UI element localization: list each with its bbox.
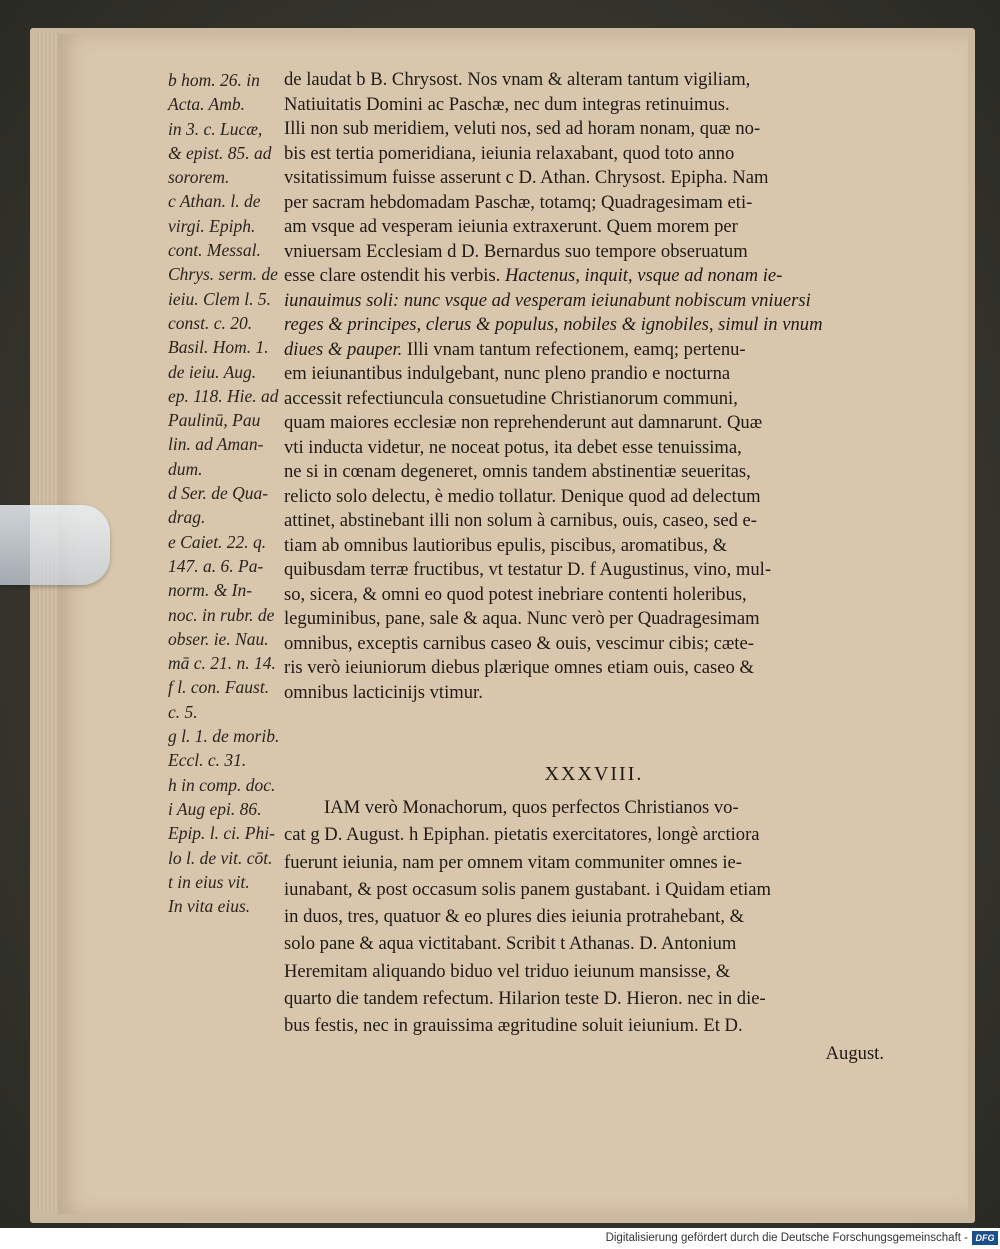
margin-note-line: 147. a. 6. Pa-: [168, 555, 264, 576]
margin-note-line: noc. in rubr. de: [168, 604, 275, 625]
margin-note-line: Chrys. serm. de: [168, 264, 278, 285]
margin-note-line: in 3. c. Lucæ,: [168, 118, 263, 139]
text-line: quam maiores ecclesiæ non reprehenderunt aut damnarunt. Quæ: [284, 412, 763, 433]
margin-notes: [168, 68, 293, 918]
footer-credit: Digitalisierung gefördert durch die Deutsche Forschungsgemeinschaft -: [605, 1232, 968, 1244]
margin-note-line: Basil. Hom. 1.: [168, 337, 269, 358]
text-line: per sacram hebdomadam Paschæ, totamq; Quadragesimam eti-: [284, 191, 753, 213]
text-line: [284, 338, 914, 363]
text-line: bis est tertia pomeridiana, ieiunia relaxabant, quod toto anno: [284, 142, 735, 164]
text-line: tiam ab omnibus lautioribus epulis, piscibus, aromatibus, &: [284, 534, 728, 556]
margin-note-line: f l. con. Faust.: [168, 677, 270, 698]
margin-note-line: cont. Messal.: [168, 240, 261, 261]
margin-note-line: sororem.: [168, 167, 230, 188]
text-line: vti inducta videtur, ne noceat potus, ita debet esse tenuissima,: [284, 436, 742, 458]
text-line: in duos, tres, quatuor & eo plures dies ieiunia protrahebant, &: [284, 906, 745, 928]
margin-note-line: drag.: [168, 507, 206, 528]
dfg-logo: DFG: [972, 1231, 998, 1245]
main-text: [284, 68, 914, 705]
margin-note-line: de ieiu. Aug.: [168, 361, 257, 382]
margin-note-line: ieiu. Clem l. 5.: [168, 288, 272, 309]
text-line: Illi non sub meridiem, veluti nos, sed ad horam nonam, quæ no-: [284, 118, 761, 139]
bookmark-tab: [0, 505, 110, 585]
quote-span: diues & pauper.: [284, 338, 403, 360]
text-line: Heremitam aliquando biduo vel triduo ieiunum mansisse, &: [284, 960, 731, 982]
margin-note-line: t in eius vit.: [168, 871, 250, 892]
margin-note-line: In vita eius.: [168, 896, 251, 917]
margin-note-line: dum.: [168, 458, 203, 479]
margin-note-line: h in comp. doc.: [168, 774, 276, 795]
margin-note-line: lo l. de vit. cōt.: [168, 847, 273, 868]
margin-note-line: Paulinū, Pau: [168, 410, 261, 431]
margin-note-line: Acta. Amb.: [168, 94, 245, 115]
margin-note-line: obser. ie. Nau.: [168, 628, 269, 649]
text-line: de laudat b B. Chrysost. Nos vnam & alteram tantum vigiliam,: [284, 69, 751, 90]
quote-span: Hactenus, inquit, vsque ad nonam ie-: [500, 265, 783, 286]
margin-note-line: & epist. 85. ad: [168, 142, 272, 163]
margin-note-line: Eccl. c. 31.: [168, 750, 247, 771]
text-line: quarto die tandem refectum. Hilarion teste D. Hieron. nec in die-: [284, 988, 766, 1010]
text-line: relicto solo delectu, è medio tollatur. Denique quod ad delectum: [284, 485, 761, 507]
margin-note-line: norm. & In-: [168, 580, 253, 601]
margin-note-line: const. c. 20.: [168, 312, 253, 333]
text-line: IAM verò Monachorum, quos perfectos Christianos vo-: [324, 797, 739, 818]
margin-note-line: mā c. 21. n. 14.: [168, 653, 276, 674]
text-line: iunabant, & post occasum solis panem gustabant. i Quidam etiam: [284, 878, 771, 900]
margin-note-line: d Ser. de Qua-: [168, 483, 269, 504]
page-edges: [36, 32, 58, 1210]
text-span: esse clare ostendit his verbis.: [284, 265, 501, 286]
margin-note-line: c Athan. l. de: [168, 191, 261, 212]
quote-line: reges & principes, clerus & populus, nobiles & ignobiles, simul in vnum: [284, 314, 823, 335]
margin-note-line: i Aug epi. 86.: [168, 798, 262, 819]
text-line: leguminibus, pane, sale & aqua. Nunc verò per Quadragesimam: [284, 608, 760, 629]
margin-note-line: ep. 118. Hie. ad: [168, 385, 279, 406]
margin-note-line: e Caiet. 22. q.: [168, 531, 267, 552]
section-heading: XXXVIII.: [544, 763, 644, 785]
text-line: vniuersam Ecclesiam d D. Bernardus suo tempore obseruatum: [284, 240, 748, 262]
margin-note-line: b hom. 26. in: [168, 70, 260, 90]
margin-note-line: c. 5.: [168, 701, 198, 722]
catchword: August.: [825, 1042, 884, 1064]
text-line: em ieiunantibus indulgebant, nunc pleno prandio e nocturna: [284, 363, 731, 384]
text-line: accessit refectiuncula consuetudine Christianorum communi,: [284, 387, 738, 409]
text-line: omnibus lacticinijs vtimur.: [284, 681, 483, 703]
margin-note-line: Epip. l. ci. Phi-: [168, 823, 275, 844]
text-line: bus festis, nec in grauissima ægritudine soluit ieiunium. Et D.: [284, 1015, 743, 1037]
text-line: solo pane & aqua victitabant. Scribit t Athanas. D. Antonium: [284, 933, 737, 955]
section-text: [284, 794, 914, 1067]
text-line: am vsque ad vesperam ieiunia extraxerunt. Quem morem per: [284, 216, 738, 237]
margin-note-line: g l. 1. de morib.: [168, 726, 280, 747]
text-line: ne si in cœnam degeneret, omnis tandem abstinentiæ seueritas,: [284, 461, 751, 482]
text-line: [284, 264, 914, 289]
text-line: cat g D. August. h Epiphan. pietatis exercitatores, longè arctiora: [284, 824, 760, 846]
text-line: omnibus, exceptis carnibus caseo & ouis, vescimur cibis; cæte-: [284, 632, 754, 654]
text-line: so, sicera, & omni eo quod potest inebriare contenti holeribus,: [284, 583, 747, 605]
text-line: quibusdam terræ fructibus, vt testatur D. f Augustinus, vino, mul-: [284, 559, 772, 580]
text-line: Natiuitatis Domini ac Paschæ, nec dum integras retinuimus.: [284, 93, 730, 115]
footer-bar: [0, 1228, 1000, 1249]
text-line: fuerunt ieiunia, nam per omnem vitam communiter omnes ie-: [284, 851, 742, 873]
text-span: Illi vnam tantum refectionem, eamq; pertenu-: [402, 338, 746, 360]
text-line: attinet, abstinebant illi non solum à carnibus, ouis, caseo, sed e-: [284, 510, 757, 531]
margin-note-line: lin. ad Aman-: [168, 434, 264, 455]
margin-note-line: virgi. Epiph.: [168, 215, 256, 236]
text-line: vsitatissimum fuisse asserunt c D. Athan. Chrysost. Epipha. Nam: [284, 167, 769, 188]
text-line: ris verò ieiuniorum diebus plærique omnes etiam ouis, caseo &: [284, 657, 754, 678]
quote-line: iunauimus soli: nunc vsque ad vesperam ieiunabunt nobiscum vniuersi: [284, 289, 811, 311]
